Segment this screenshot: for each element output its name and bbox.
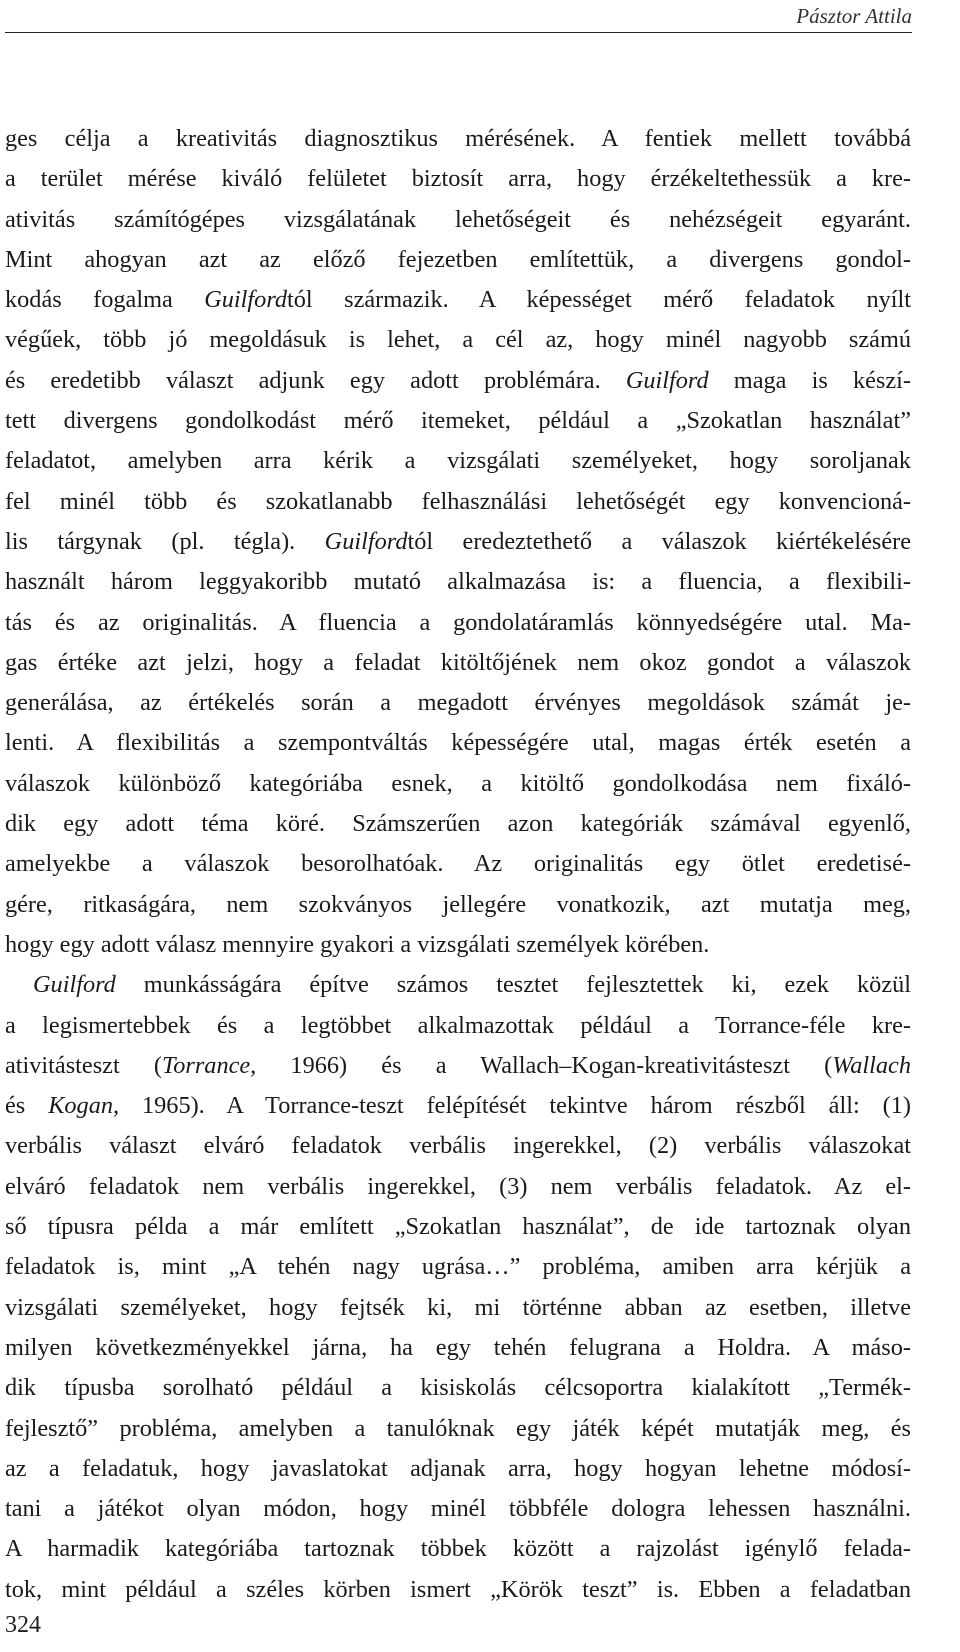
page-number: 324 [5, 1612, 41, 1638]
text-segment: hogy egy adott válasz mennyire gyakori a vizsgálati személyek körében. [5, 930, 710, 958]
text-segment: gére, ritkaságára, nem szokványos jellegére vonatkozik, azt mutatja meg, [5, 890, 911, 918]
text-line [5, 1207, 911, 1247]
text-segment: verbális választ elváró feladatok verbális ingerekkel, (2) verbális válaszokat [5, 1132, 911, 1160]
text-line [5, 562, 911, 602]
text-segment: végűek, több jó megoldásuk is lehet, a cél az, hogy minél nagyobb számú [5, 326, 911, 354]
running-header [5, 0, 912, 33]
text-segment: fel minél több és szokatlanabb felhasználási lehetőségét egy konvencioná- [5, 487, 911, 515]
text-line [5, 280, 911, 320]
text-line [5, 1570, 911, 1610]
text-segment: vizsgálati személyeket, hogy fejtsék ki, mi történne abban az esetben, illetve [5, 1293, 911, 1321]
italic-text: Guilford [204, 286, 288, 314]
text-line [5, 1409, 911, 1449]
text-line [5, 643, 911, 683]
italic-text: Guilford [625, 366, 709, 394]
text-line [5, 1126, 911, 1166]
text-segment: 1965). A Torrance-teszt felépítését tekintve három részből áll: (1) [119, 1092, 911, 1120]
text-line [5, 603, 911, 643]
text-segment: generálása, az értékelés során a megadott érvényes megoldások számát je- [5, 689, 911, 717]
text-segment: dik típusba sorolható például a kisiskolás célcsoportra kialakított „Termék- [5, 1374, 911, 1402]
text-segment: tól származik. A képességet mérő feladatok nyílt [287, 286, 911, 314]
text-line [5, 361, 911, 401]
text-line [5, 401, 911, 441]
text-segment: milyen következményekkel járna, ha egy tehén felugrana a Holdra. A máso- [5, 1333, 911, 1361]
text-segment: a terület mérése kiváló felületet biztosít arra, hogy érzékeltethessük a kre- [5, 165, 911, 193]
text-line [5, 683, 911, 723]
italic-text: Wallach [832, 1051, 911, 1079]
text-segment: feladatok is, mint „A tehén nagy ugrása…” probléma, amiben arra kérjük a [5, 1253, 911, 1281]
text-line [5, 159, 911, 199]
text-segment: tett divergens gondolkodást mérő itemeket, például a „Szokatlan használat” [5, 407, 911, 435]
text-segment: lis tárgynak (pl. tégla). [5, 527, 325, 555]
text-line [5, 1006, 911, 1046]
text-segment: 1966) és a Wallach–Kogan-kreativitásteszt ( [256, 1051, 833, 1079]
text-line [5, 1489, 911, 1529]
text-segment: gas értéke azt jelzi, hogy a feladat kitöltőjének nem okoz gondot a válaszok [5, 648, 911, 676]
text-segment: válaszok különböző kategóriába esnek, a kitöltő gondolkodása nem fixáló- [5, 769, 911, 797]
text-segment: munkásságára építve számos tesztet fejlesztettek ki, ezek közül [115, 971, 911, 999]
text-segment: tok, mint például a széles körben ismert „Körök teszt” is. Ebben a feladatban [5, 1575, 911, 1603]
text-line [5, 965, 911, 1005]
text-segment: Mint ahogyan azt az előző fejezetben említettük, a divergens gondol- [5, 245, 911, 273]
text-line [5, 119, 911, 159]
text-line [5, 764, 911, 804]
text-line [5, 1046, 911, 1086]
text-line [5, 1247, 911, 1287]
text-segment: ges célja a kreativitás diagnosztikus mérésének. A fentiek mellett továbbá [5, 125, 911, 152]
text-line [5, 844, 911, 884]
text-line [5, 1288, 911, 1328]
italic-text: Guilford [33, 971, 116, 999]
text-segment: lenti. A flexibilitás a szempontváltás képességére utal, magas érték esetén a [5, 729, 911, 757]
text-segment: feladatot, amelyben arra kérik a vizsgálati személyeket, hogy soroljanak [5, 447, 911, 475]
italic-text: Kogan, [48, 1092, 120, 1120]
text-line [5, 482, 911, 522]
text-segment: ativitásteszt ( [5, 1051, 162, 1079]
text-line [5, 804, 911, 844]
running-header-author: Pásztor Attila [796, 4, 912, 28]
text-segment: dik egy adott téma köré. Számszerűen azon kategóriák számával egyenlő, [5, 810, 911, 838]
text-line [5, 925, 911, 965]
text-line [5, 1328, 911, 1368]
text-segment: kodás fogalma [5, 286, 205, 314]
text-line [5, 200, 911, 240]
text-segment: tól eredeztethető a válaszok kiértékelésére [407, 527, 911, 555]
italic-text: Torrance, [161, 1051, 257, 1079]
text-line [5, 1368, 911, 1408]
text-segment: fejlesztő” probléma, amelyben a tanulóknak egy játék képét mutatják meg, és [5, 1414, 911, 1442]
text-segment: az a feladatuk, hogy javaslatokat adjanak arra, hogy hogyan lehetne módosí- [5, 1454, 911, 1482]
text-segment: tás és az originalitás. A fluencia a gondolatáramlás könnyedségére utal. Ma- [5, 608, 911, 636]
text-segment: elváró feladatok nem verbális ingerekkel, (3) nem verbális feladatok. Az el- [5, 1172, 911, 1200]
text-line [5, 885, 911, 925]
text-line [5, 1449, 911, 1489]
text-line [5, 723, 911, 763]
text-segment: használt három leggyakoribb mutató alkalmazása is: a fluencia, a flexibili- [5, 568, 911, 596]
text-line [5, 1529, 911, 1569]
text-segment: maga is készí- [708, 366, 911, 394]
text-line [5, 1086, 911, 1126]
text-line [5, 522, 911, 562]
text-segment: és eredetibb választ adjunk egy adott problémára. [5, 366, 626, 394]
text-line [5, 441, 911, 481]
text-segment: és [5, 1092, 49, 1120]
text-segment: ső típusra példa a már említett „Szokatlan használat”, de ide tartoznak olyan [5, 1213, 911, 1241]
text-line [5, 320, 911, 360]
text-segment: a legismertebbek és a legtöbbet alkalmazottak például a Torrance-féle kre- [5, 1011, 911, 1039]
text-segment: amelyekbe a válaszok besorolhatóak. Az originalitás egy ötlet eredetisé- [5, 850, 911, 878]
text-line [5, 1167, 911, 1207]
body-text [5, 119, 911, 1610]
text-segment: ativitás számítógépes vizsgálatának lehetőségeit és nehézségeit egyaránt. [5, 205, 911, 233]
text-segment: tani a játékot olyan módon, hogy minél többféle dologra lehessen használni. [5, 1495, 911, 1523]
text-segment: A harmadik kategóriába tartoznak többek között a rajzolást igénylő felada- [5, 1535, 911, 1563]
text-line [5, 240, 911, 280]
italic-text: Guilford [324, 527, 408, 555]
